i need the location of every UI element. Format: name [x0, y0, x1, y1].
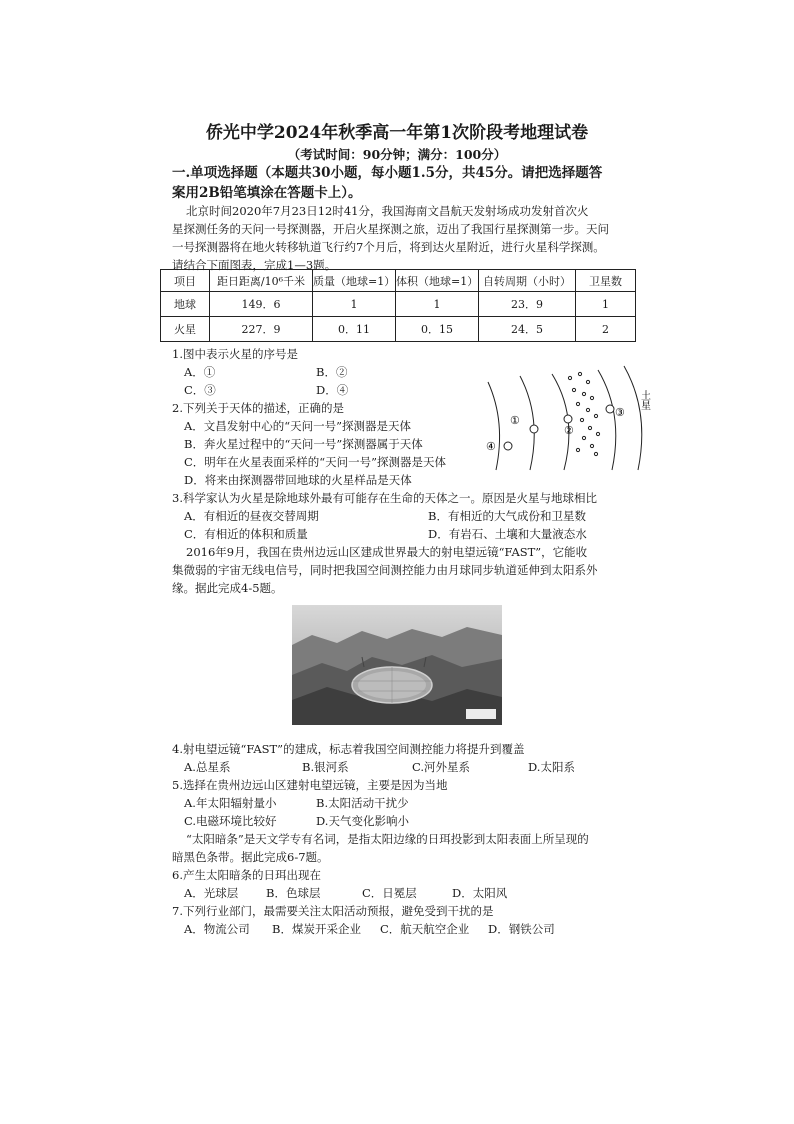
orbit-line — [520, 376, 534, 470]
marker-2: ② — [564, 424, 574, 437]
table-row — [161, 292, 636, 317]
passage3-line2: 暗黑色条带。据此完成6-7题。 — [172, 850, 329, 864]
q1-option-a: A．① — [184, 365, 216, 379]
q5-option-d: D.天气变化影响小 — [316, 814, 409, 828]
q3-stem: 3.科学家认为火星是除地球外最有可能存在生命的天体之一。原因是火星与地球相比 — [172, 491, 597, 505]
table-cell: 23．9 — [479, 292, 576, 317]
q3-option-c: C．有相近的体积和质量 — [184, 527, 308, 541]
section-heading — [172, 163, 602, 203]
exam-subtitle: （考试时间：90分钟；满分：100分） — [287, 147, 507, 162]
q4-option-d: D.太阳系 — [528, 760, 575, 774]
planet-venus — [504, 442, 512, 450]
passage1-line1: 北京时间2020年7月23日12时41分，我国海南文昌航天发射场成功发射首次火 — [186, 204, 589, 218]
passage2-line3: 缘。据此完成4-5题。 — [172, 581, 283, 595]
table-header-cell: 体积（地球=1） — [396, 270, 479, 292]
passage1-line2: 星探测任务的天问一号探测器，开启火星探测之旅，迈出了我国行星探测第一步。天问 — [172, 222, 609, 236]
q4-option-a: A.总星系 — [184, 760, 231, 774]
orbit-line — [624, 366, 642, 470]
section-heading-line2: 案用2B铅笔填涂在答题卡上）。 — [172, 185, 362, 201]
q4-stem: 4.射电望远镜“FAST”的建成，标志着我国空间测控能力将提升到覆盖 — [172, 742, 525, 756]
table-cell: 地球 — [161, 292, 210, 317]
q3-option-a: A．有相近的昼夜交替周期 — [184, 509, 319, 523]
q6-option-a: A．光球层 — [184, 886, 239, 900]
q3-option-d: D．有岩石、土壤和大量液态水 — [428, 527, 587, 541]
q1-option-b: B．② — [316, 365, 348, 379]
q5-option-b: B.太阳活动干扰少 — [316, 796, 409, 810]
table-header-row — [161, 270, 636, 292]
passage2-line2: 集微弱的宇宙无线电信号，同时把我国空间测控能力由月球同步轨道延伸到太阳系外 — [172, 563, 598, 577]
passage3-line1: “太阳暗条”是天文学专有名词，是指太阳边缘的日珥投影到太阳表面上所呈现的 — [186, 832, 589, 846]
table-cell: 0．11 — [313, 317, 396, 342]
q7-option-d: D．钢铁公司 — [488, 922, 555, 936]
q6-option-d: D．太阳风 — [452, 886, 508, 900]
q7-option-a: A．物流公司 — [184, 922, 250, 936]
table-header-cell: 自转周期（小时） — [479, 270, 576, 292]
q1-stem: 1.图中表示火星的序号是 — [172, 347, 298, 361]
table-cell: 1 — [396, 292, 479, 317]
passage1-line4: 请结合下面图表，完成1—3题。 — [172, 258, 337, 272]
q7-option-b: B．煤炭开采企业 — [272, 922, 361, 936]
q6-stem: 6.产生太阳暗条的日珥出现在 — [172, 868, 321, 882]
q5-stem: 5.选择在贵州边远山区建射电望远镜，主要是因为当地 — [172, 778, 448, 792]
q5-option-a: A.年太阳辐射量小 — [184, 796, 277, 810]
section-heading-line1: 一.单项选择题（本题共30小题，每小题1.5分，共45分。请把选择题答 — [172, 165, 603, 181]
marker-3: ③ — [615, 406, 625, 419]
table-header-cell: 项目 — [161, 270, 210, 292]
q1-option-c: C．③ — [184, 383, 216, 397]
orbit-diagram — [478, 362, 658, 472]
q2-option-b: B．奔火星过程中的“天问一号”探测器属于天体 — [184, 437, 423, 451]
table-cell: 火星 — [161, 317, 210, 342]
q6-option-c: C．日冕层 — [362, 886, 417, 900]
passage2-line1: 2016年9月，我国在贵州边远山区建成世界最大的射电望远镜“FAST”，它能收 — [186, 545, 588, 559]
q4-option-b: B.银河系 — [302, 760, 349, 774]
table-cell: 0．15 — [396, 317, 479, 342]
table-header-cell: 卫星数 — [576, 270, 636, 292]
q4-option-c: C.河外星系 — [412, 760, 471, 774]
saturn-label: 土星 — [638, 390, 650, 410]
marker-1: ① — [510, 414, 520, 427]
marker-4: ④ — [486, 440, 496, 453]
q1-option-d: D．④ — [316, 383, 349, 397]
orbit-line — [488, 382, 500, 470]
planet-earth — [530, 425, 538, 433]
table-cell: 2 — [576, 317, 636, 342]
table-header-cell: 质量（地球=1） — [313, 270, 396, 292]
table-cell: 24．5 — [479, 317, 576, 342]
table-header-cell: 距日距离/10⁶千米 — [210, 270, 313, 292]
table-cell: 149．6 — [210, 292, 313, 317]
planet-jupiter — [606, 405, 614, 413]
table-cell: 1 — [313, 292, 396, 317]
passage1-line3: 一号探测器将在地火转移轨道飞行约7个月后，将到达火星附近，进行火星科学探测。 — [172, 240, 605, 254]
q3-option-b: B．有相近的大气成份和卫星数 — [428, 509, 586, 523]
exam-title: 侨光中学2024年秋季高一年第1次阶段考地理试卷 — [205, 123, 589, 143]
asteroid-belt — [568, 372, 599, 455]
planet-mars — [564, 415, 572, 423]
q7-stem: 7.下列行业部门，最需要关注太阳活动预报，避免受到干扰的是 — [172, 904, 494, 918]
table-cell: 227．9 — [210, 317, 313, 342]
q6-option-b: B．色球层 — [266, 886, 321, 900]
fast-telescope-photo — [292, 605, 502, 725]
q2-stem: 2.下列关于天体的描述，正确的是 — [172, 401, 344, 415]
q5-option-c: C.电磁环境比较好 — [184, 814, 277, 828]
table-row — [161, 317, 636, 342]
q2-option-d: D．将来由探测器带回地球的火星样品是天体 — [184, 473, 412, 487]
q7-option-c: C．航天航空企业 — [380, 922, 470, 936]
q2-option-a: A．文昌发射中心的“天问一号”探测器是天体 — [184, 419, 412, 433]
orbit-line — [598, 370, 616, 470]
q2-option-c: C．明年在火星表面采样的“天问一号”探测器是天体 — [184, 455, 447, 469]
planet-data-table — [160, 269, 636, 342]
table-cell: 1 — [576, 292, 636, 317]
